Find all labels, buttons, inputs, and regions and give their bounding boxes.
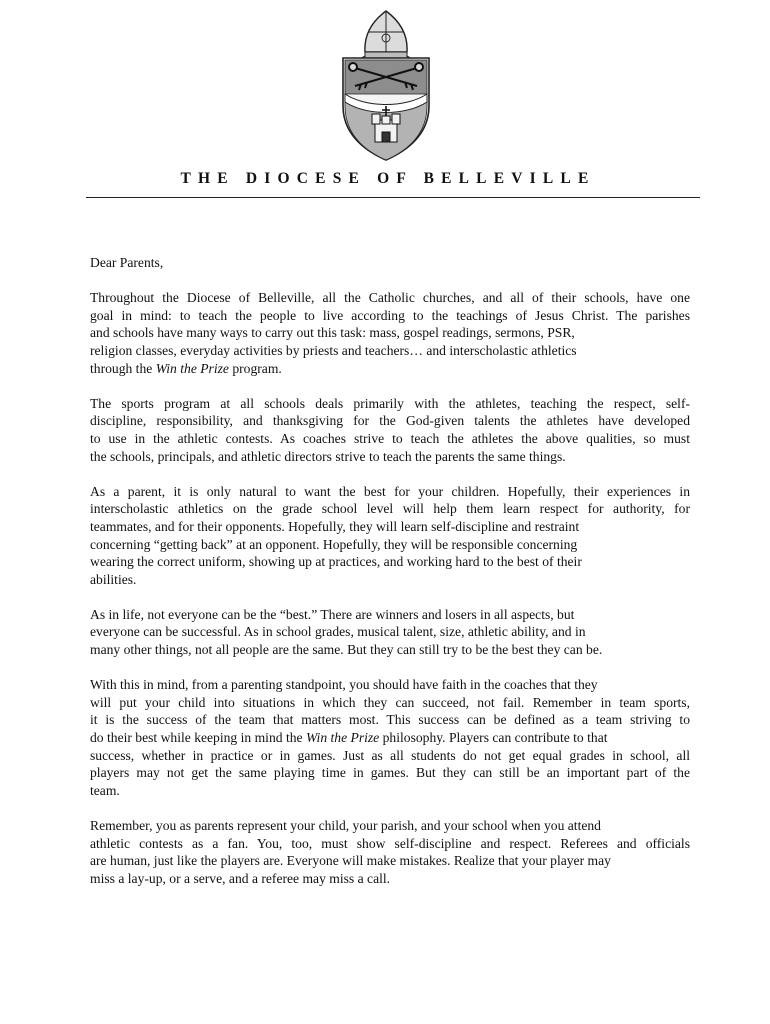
text-fragment: philosophy. Players can contribute to that bbox=[382, 730, 608, 746]
text-line: success, whether in practice or in games. Just as all students do not get equal grades in school, all bbox=[90, 747, 690, 763]
text-line: The sports program at all schools deals primarily with the athletes, teaching the respect, self- bbox=[90, 395, 690, 411]
text-line: wearing the correct uniform, showing up at practices, and working hard to the best of their bbox=[90, 554, 582, 570]
text-line: will put your child into situations in which they can succeed, not fail. Remember in team sports, bbox=[90, 694, 690, 710]
paragraph-3 bbox=[90, 483, 690, 589]
organization-title: THE DIOCESE OF BELLEVILLE bbox=[180, 170, 596, 187]
text-line bbox=[90, 729, 690, 747]
text-line: to use in the athletic contests. As coaches strive to teach the athletes the above qualities, so must bbox=[90, 430, 690, 446]
text-line: team. bbox=[90, 782, 120, 798]
text-fragment: through the bbox=[90, 360, 153, 376]
program-name: Win the Prize bbox=[155, 360, 229, 376]
text-line: interscholastic athletics on the grade school level will help them learn respect for authority, for bbox=[90, 501, 690, 517]
paragraph-1 bbox=[90, 289, 690, 377]
program-name: Win the Prize bbox=[305, 730, 380, 746]
text-line: teammates, and for their opponents. Hopefully, they will learn self-discipline and restraint bbox=[90, 518, 580, 534]
text-line: goal in mind: to teach the people to live according to the teachings of Jesus Christ. The parishes bbox=[90, 307, 690, 323]
text-line: religion classes, everyday activities by priests and teachers… and interscholastic athletics bbox=[90, 342, 577, 358]
text-line: As in life, not everyone can be the “best.” There are winners and losers in all aspects, but bbox=[90, 606, 575, 622]
text-line: With this in mind, from a parenting standpoint, you should have faith in the coaches that they bbox=[90, 677, 598, 693]
text-line: miss a lay-up, or a serve, and a referee may miss a call. bbox=[90, 870, 391, 886]
text-line: athletic contests as a fan. You, too, must show self-discipline and respect. Referees and officials bbox=[90, 835, 690, 851]
salutation: Dear Parents, bbox=[90, 255, 164, 270]
text-line: everyone can be successful. As in school grades, musical talent, size, athletic ability, and in bbox=[90, 624, 586, 640]
header-divider bbox=[86, 197, 700, 198]
text-line: Remember, you as parents represent your child, your parish, and your school when you attend bbox=[90, 818, 601, 833]
text-line: it is the success of the team that matters most. This success can be defined as a team striving to bbox=[90, 712, 690, 728]
paragraph-2 bbox=[90, 395, 690, 465]
text-line: many other things, not all people are the same. But they can still try to be the best they can be. bbox=[90, 642, 603, 658]
text-line: Throughout the Diocese of Belleville, all the Catholic churches, and all of their schools, have one bbox=[90, 290, 690, 306]
text-line: As a parent, it is only natural to want the best for your children. Hopefully, their experiences in bbox=[90, 483, 690, 499]
diocese-seal-icon bbox=[331, 8, 441, 163]
paragraph-4 bbox=[90, 606, 690, 659]
paragraph-6 bbox=[90, 817, 690, 887]
text-line: players may not get the same playing time in games. But they can still be an important part of the bbox=[90, 765, 690, 781]
text-line: discipline, responsibility, and thanksgiving for the God-given talents the athletes have developed bbox=[90, 413, 690, 429]
text-line bbox=[90, 360, 690, 378]
text-line: are human, just like the players are. Everyone will make mistakes. Realize that your player may bbox=[90, 853, 611, 869]
text-line: the schools, principals, and athletic directors strive to teach the parents the same things. bbox=[90, 448, 566, 464]
text-line: and schools have many ways to carry out this task: mass, gospel readings, sermons, PSR, bbox=[90, 325, 575, 341]
text-line: abilities. bbox=[90, 571, 137, 587]
text-line: concerning “getting back” at an opponent. Hopefully, they will be responsible concerning bbox=[90, 536, 578, 552]
text-fragment: program. bbox=[232, 360, 282, 376]
paragraph-5 bbox=[90, 676, 690, 799]
text-fragment: do their best while keeping in mind the bbox=[90, 730, 303, 746]
letter-body bbox=[90, 254, 690, 905]
